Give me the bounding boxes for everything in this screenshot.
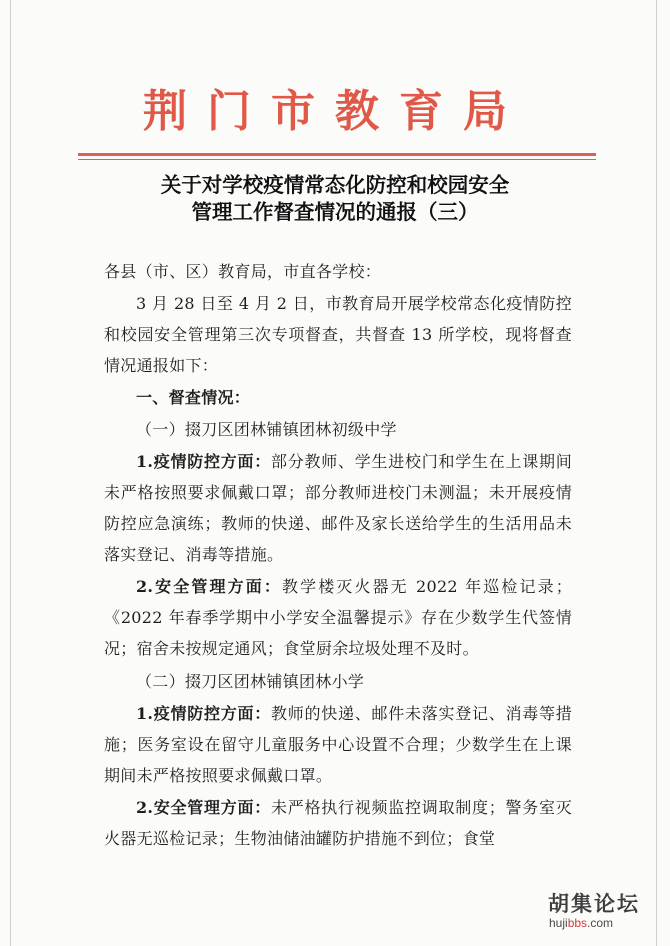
school-2-item-1 [104, 698, 572, 791]
page-edge-left [10, 0, 11, 946]
forum-watermark [548, 892, 640, 930]
watermark-url-suffix: .com [587, 916, 614, 930]
watermark-url-prefix: hujibbs [549, 916, 588, 930]
letterhead-rule-thin [78, 159, 596, 160]
section-heading [104, 382, 572, 413]
school-2-item-1-label: 1.疫情防控方面： [136, 704, 271, 723]
page-edge-right [656, 0, 657, 946]
school-1-item-1 [104, 446, 572, 570]
school-1-name: （一）掇刀区团林铺镇团林初级中学 [136, 420, 397, 439]
school-2-item-2-label: 2.安全管理方面： [136, 798, 271, 817]
letterhead: 荆门市教育局 [143, 86, 527, 137]
school-2-name: （二）掇刀区团林铺镇团林小学 [136, 672, 365, 691]
watermark-url [549, 916, 640, 930]
salutation: 各县（市、区）教育局，市直各学校： [104, 262, 382, 281]
title-line-1: 关于对学校疫情常态化防控和校园安全 [160, 173, 510, 197]
title-line-2: 管理工作督查情况的通报（三） [191, 200, 479, 224]
school-1-item-2 [104, 571, 572, 664]
school-1-item-2-label: 2.安全管理方面： [136, 577, 282, 596]
section-heading-text: 一、督查情况： [136, 388, 251, 407]
school-2-item-2 [104, 792, 572, 854]
school-1-item-1-label: 1.疫情防控方面： [136, 452, 271, 471]
school-2-item-2-text: 未严格执行视频监控调取制度；警务室灭火器无巡检记录；生物油储油罐防护措施不到位；食堂 [104, 798, 572, 848]
letterhead-rule-thick [78, 153, 596, 156]
school-1-item-1-text: 部分教师、学生进校门和学生在上课期间未严格按照要求佩戴口罩；部分教师进校门未测温；未开展疫情防控应急演练；教师的快递、邮件及家长送给学生的生活用品未落实登记、消毒等措施。 [104, 452, 572, 564]
watermark-name: 胡集论坛 [548, 892, 640, 916]
school-1-item-2-text: 教学楼灭火器无 2022 年巡检记录；《2022 年春季学期中小学安全温馨提示》存在少数学生代签情况；宿舍未按规定通风；食堂厨余垃圾处理不及时。 [104, 577, 572, 658]
document-title [0, 172, 670, 226]
school-2-item-1-text: 教师的快递、邮件未落实登记、消毒等措施；医务室设在留守儿童服务中心设置不合理；少数学生在上课期间未严格按照要求佩戴口罩。 [104, 704, 572, 785]
intro-paragraph: 3 月 28 日至 4 月 2 日，市教育局开展学校常态化疫情防控和校园安全管理第三次专项督查，共督查 13 所学校，现将督查情况通报如下： [104, 294, 572, 375]
